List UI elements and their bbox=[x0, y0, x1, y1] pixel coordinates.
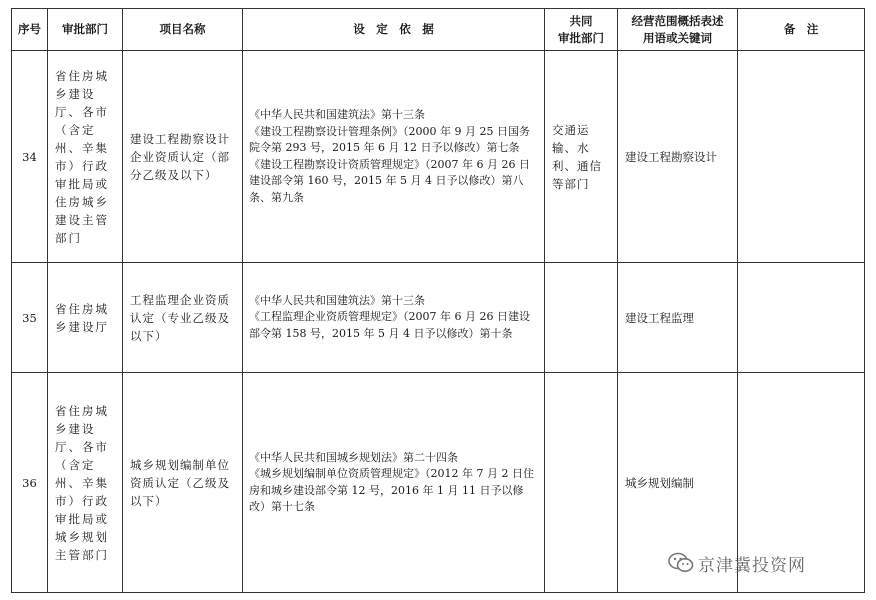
row-scope: 建设工程勘察设计 bbox=[618, 51, 738, 263]
basis-line: 《中华人民共和国建筑法》第十三条 bbox=[249, 293, 425, 307]
row-remark bbox=[738, 51, 865, 263]
row-dept: 省住房城乡建设厅、各市（含定州、辛集市）行政审批局或城乡规划主管部门 bbox=[48, 373, 123, 593]
approval-items-table bbox=[11, 8, 865, 593]
row-scope: 城乡规划编制 bbox=[618, 373, 738, 593]
row-joint bbox=[545, 373, 618, 593]
row-name: 城乡规划编制单位资质认定（乙级及以下） bbox=[123, 373, 243, 593]
row-name: 建设工程勘察设计企业资质认定（部分乙级及以下） bbox=[123, 51, 243, 263]
header-joint-line2: 审批部门 bbox=[558, 30, 604, 45]
basis-line: 《建设工程勘察设计资质管理规定》（2007 年 6 月 26 日建设部令第 160 号，2015 年 5 月 4 日予以修改）第八条、第九条 bbox=[249, 157, 530, 204]
header-scope-line2: 用语或关键词 bbox=[643, 30, 712, 45]
table-header-row bbox=[12, 9, 865, 51]
row-joint: 交通运输、水利、通信等部门 bbox=[545, 51, 618, 263]
row-basis bbox=[243, 373, 545, 593]
row-dept: 省住房城乡建设厅、各市（含定州、辛集市）行政审批局或住房城乡建设主管部门 bbox=[48, 51, 123, 263]
header-joint bbox=[545, 9, 618, 51]
header-no: 序号 bbox=[12, 9, 48, 51]
header-name: 项目名称 bbox=[123, 9, 243, 51]
header-basis: 设 定 依 据 bbox=[243, 9, 545, 51]
wechat-icon bbox=[668, 552, 694, 574]
row-no: 34 bbox=[12, 51, 48, 263]
row-basis bbox=[243, 263, 545, 373]
row-no: 36 bbox=[12, 373, 48, 593]
row-scope: 建设工程监理 bbox=[618, 263, 738, 373]
row-no: 35 bbox=[12, 263, 48, 373]
header-joint-line1: 共同 bbox=[569, 13, 593, 28]
basis-line: 《中华人民共和国建筑法》第十三条 bbox=[249, 108, 425, 121]
table-row bbox=[12, 51, 865, 263]
header-scope-line1: 经营范围概括表述 bbox=[631, 13, 724, 28]
row-joint bbox=[545, 263, 618, 373]
header-remark: 备 注 bbox=[738, 9, 865, 51]
basis-line: 《建设工程勘察设计管理条例》（2000 年 9 月 25 日国务院令第 293 号，2015 年 6 月 12 日予以修改）第七条 bbox=[249, 124, 530, 154]
header-scope bbox=[618, 9, 738, 51]
watermark bbox=[668, 549, 858, 577]
row-remark bbox=[738, 263, 865, 373]
basis-line: 《工程监理企业资质管理规定》（2007 年 6 月 26 日建设部令第 158 号，2015 年 5 月 4 日予以修改）第十条 bbox=[249, 310, 530, 340]
basis-line: 《中华人民共和国城乡规划法》第二十四条 bbox=[249, 450, 458, 464]
row-name: 工程监理企业资质认定（专业乙级及以下） bbox=[123, 263, 243, 373]
header-dept: 审批部门 bbox=[48, 9, 123, 51]
row-dept: 省住房城乡建设厅 bbox=[48, 263, 123, 373]
table-row bbox=[12, 263, 865, 373]
watermark-text: 京津冀投资网 bbox=[698, 555, 806, 576]
basis-line: 《城乡规划编制单位资质管理规定》（2012 年 7 月 2 日住房和城乡建设部令第 12 号，2016 年 1 月 11 日予以修改）第十七条 bbox=[249, 467, 534, 513]
row-basis bbox=[243, 51, 545, 263]
